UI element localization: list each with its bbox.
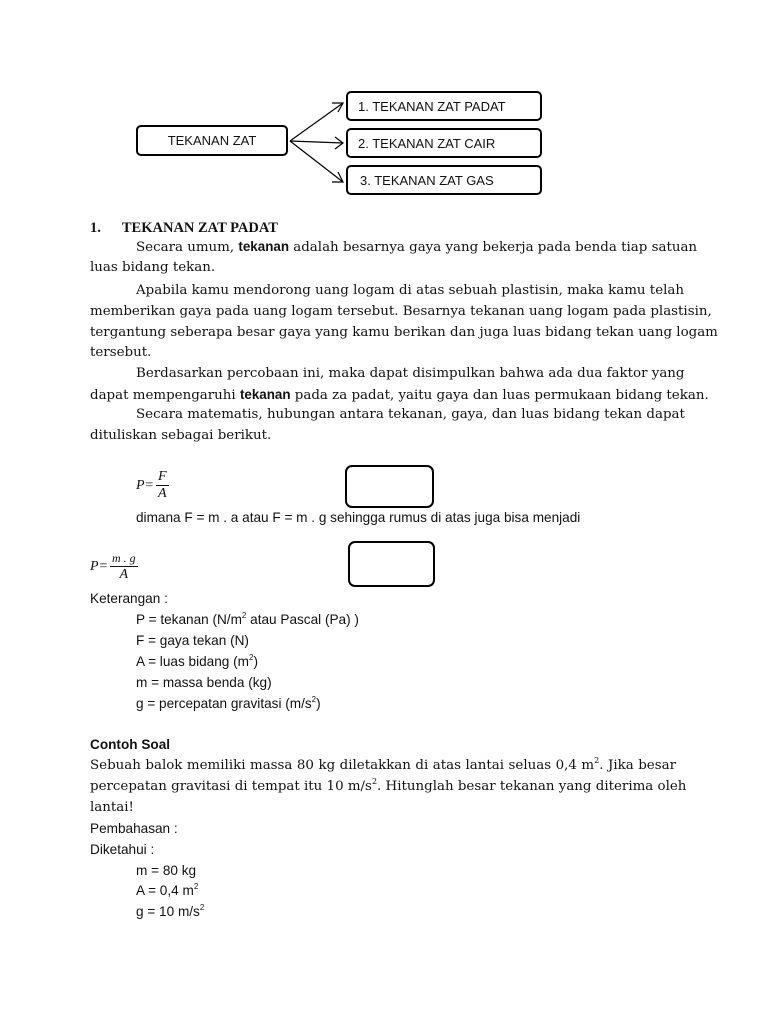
keterangan-f: F = gaya tekan (N) xyxy=(136,633,249,648)
diketahui-g: g = 10 $m/s^2$ xyxy=(136,903,205,919)
formula-pressure xyxy=(136,469,169,502)
concept-diagram xyxy=(0,0,768,210)
paragraph-3-line-1: Berdasarkan percobaan ini, maka dapat disimpulkan bahwa ada dua faktor yang xyxy=(136,366,685,381)
diagram-branch-liquid: 2. TEKANAN ZAT CAIR xyxy=(346,128,542,158)
formula-fraction xyxy=(156,469,169,502)
keterangan-label: Keterangan : xyxy=(90,591,168,606)
paragraph-2-line-4: tersebut. xyxy=(90,345,152,360)
paragraph-2-line-1: Apabila kamu mendorong uang logam di atas sebuah plastisin, maka kamu telah xyxy=(136,283,685,298)
formula-2-denominator: A xyxy=(119,567,129,582)
diketahui-m: m = 80 kg xyxy=(136,863,197,878)
keterangan-m: m = massa benda (kg) xyxy=(136,675,272,690)
contoh-soal-title: Contoh Soal xyxy=(90,737,171,752)
diketahui-label: Diketahui : xyxy=(90,842,155,857)
paragraph-2-line-3: tergantung seberapa besar gaya yang kamu berikan dan juga luas bidang tekan uang logam xyxy=(90,325,718,340)
contoh-soal-line-1: Sebuah balok memiliki massa 80 kg diletakkan di atas lantai seluas 0,4 $m^2$. Jika besar xyxy=(90,756,676,773)
contoh-soal-line-2: percepatan gravitasi di tempat itu 10 $m/s^2$. Hitunglah besar tekanan yang diterima oleh xyxy=(90,777,687,794)
diagram-branch-gas: 3. TEKANAN ZAT GAS xyxy=(346,165,542,195)
pembahasan-label: Pembahasan : xyxy=(90,821,178,836)
diketahui-a: A = 0,4 $m^2$ xyxy=(136,882,199,898)
paragraph-3-line-2: dapat mempengaruhi tekanan pada za padat, yaitu gaya dan luas permukaan bidang tekan. xyxy=(90,387,709,403)
diagram-branch-solid: 1. TEKANAN ZAT PADAT xyxy=(346,91,542,121)
section-title: TEKANAN ZAT PADAT xyxy=(121,220,278,236)
keterangan-g: g = percepatan gravitasi $(m/s^2)$ xyxy=(136,695,321,711)
formula-denominator: A xyxy=(158,486,167,501)
section-heading xyxy=(90,218,676,238)
formula-pressure-mass xyxy=(90,550,138,583)
formula-2-fraction xyxy=(110,550,138,583)
paragraph-1-line-2: luas bidang tekan. xyxy=(90,260,216,275)
formula-2-lhs: P= xyxy=(90,558,108,574)
formula-note: dimana F = m . a atau F = m . g sehingga rumus di atas juga bisa menjadi xyxy=(136,510,581,525)
paragraph-2-line-2: memberikan gaya pada uang logam tersebut. Besarnya tekanan uang logam pada plastisin, xyxy=(90,304,712,319)
formula-lhs: P= xyxy=(136,477,154,493)
formula-2-numerator: m . g xyxy=(112,551,136,565)
contoh-soal-line-3: lantai! xyxy=(90,800,134,815)
paragraph-4-line-1: Secara matematis, hubungan antara tekanan, gaya, dan luas bidang tekan dapat xyxy=(136,407,685,422)
formula-box-2 xyxy=(348,541,435,587)
section-number: 1. xyxy=(90,220,101,236)
term-tekanan: tekanan xyxy=(238,239,289,254)
formula-numerator: F xyxy=(158,469,167,484)
keterangan-a: A = luas bidang $(m^2)$ xyxy=(136,653,258,669)
term-tekanan-2: tekanan xyxy=(239,387,291,402)
formula-box-1 xyxy=(345,465,434,508)
keterangan-p: P = tekanan ($N/m^2$ atau Pascal (Pa) ) xyxy=(136,611,359,627)
paragraph-1-line-1: Secara umum, tekanan adalah besarnya gaya yang bekerja pada benda tiap satuan xyxy=(136,239,698,255)
paragraph-4-line-2: dituliskan sebagai berikut. xyxy=(90,428,272,443)
diagram-main-box: TEKANAN ZAT xyxy=(136,125,288,156)
